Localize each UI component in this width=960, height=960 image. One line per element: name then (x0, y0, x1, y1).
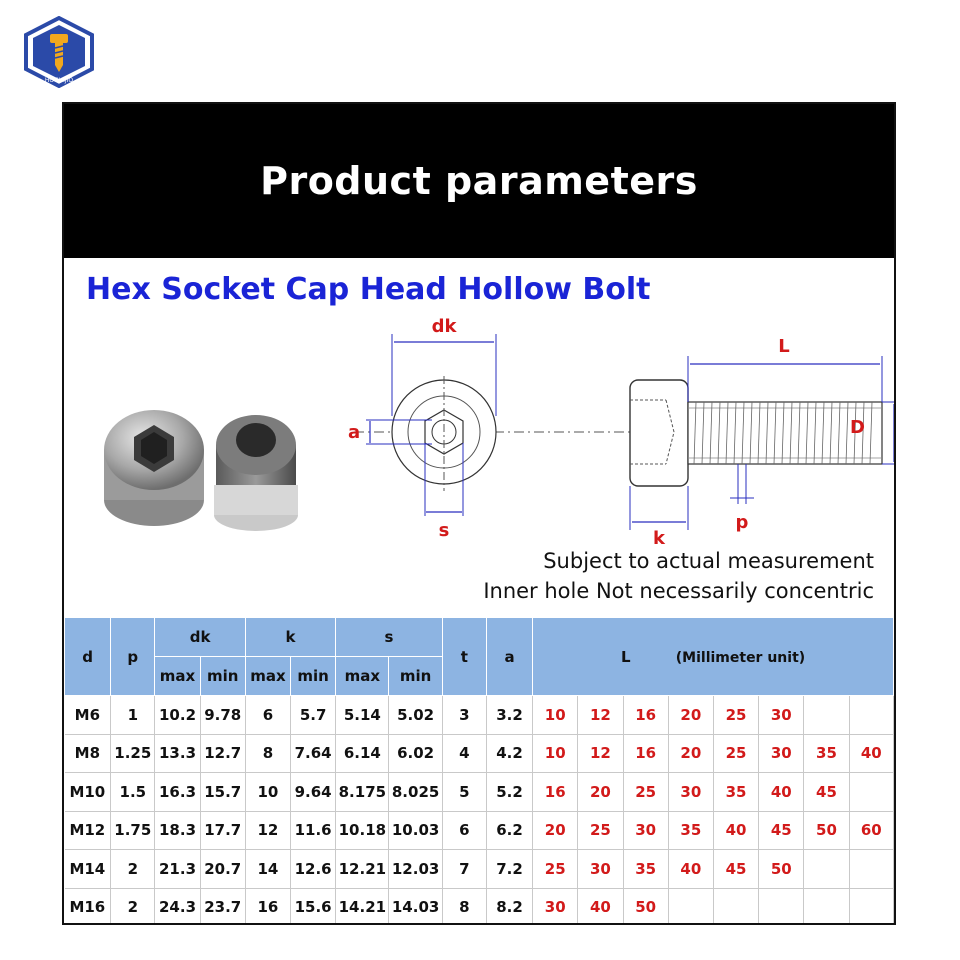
dimension-k (630, 486, 688, 546)
cell-dk-min: 17.7 (200, 811, 245, 850)
cell-length: 10 (533, 696, 578, 735)
cell-length: 25 (713, 696, 758, 735)
cell-d: M10 (65, 773, 111, 812)
cell-t: 4 (442, 734, 486, 773)
cell-a: 6.2 (486, 811, 532, 850)
cell-length (849, 888, 893, 925)
table-row (65, 811, 894, 850)
cell-length: 20 (668, 696, 713, 735)
cell-k-min: 9.64 (291, 773, 336, 812)
cell-s-max: 5.14 (336, 696, 389, 735)
cell-k-min: 7.64 (291, 734, 336, 773)
header-dk-max: max (155, 657, 200, 696)
header-s: s (336, 618, 443, 657)
header-dk-min: min (200, 657, 245, 696)
table-row (65, 888, 894, 925)
label-p: p (735, 512, 749, 533)
note-concentric: Inner hole Not necessarily concentric (483, 579, 874, 603)
cell-d: M8 (65, 734, 111, 773)
cell-length: 16 (623, 696, 668, 735)
spec-table-body (65, 696, 894, 926)
front-view (392, 376, 496, 491)
cell-length: 45 (759, 811, 804, 850)
note-measurement: Subject to actual measurement (543, 549, 874, 573)
cell-length: 50 (759, 850, 804, 889)
cell-length: 50 (804, 811, 849, 850)
table-row (65, 850, 894, 889)
cell-length: 20 (578, 773, 623, 812)
spec-sheet (62, 102, 896, 925)
dimension-L (688, 336, 882, 402)
dimension-p (730, 464, 754, 533)
cell-length: 30 (533, 888, 578, 925)
cell-length: 45 (804, 773, 849, 812)
bolt-side-image (214, 415, 298, 531)
cell-k-max: 12 (245, 811, 290, 850)
header-L-unit: (Millimeter unit) (675, 649, 806, 666)
cell-t: 5 (442, 773, 486, 812)
cell-s-min: 5.02 (389, 696, 442, 735)
cell-length: 30 (668, 773, 713, 812)
label-dk: dk (431, 316, 457, 337)
cell-t: 7 (442, 850, 486, 889)
header-k-max: max (245, 657, 290, 696)
cell-length: 35 (713, 773, 758, 812)
cell-k-min: 11.6 (291, 811, 336, 850)
dimension-D (882, 402, 894, 464)
table-row (65, 696, 894, 735)
cell-length: 20 (533, 811, 578, 850)
header-L (533, 618, 894, 696)
cell-length: 40 (668, 850, 713, 889)
cell-t: 6 (442, 811, 486, 850)
cell-length: 30 (623, 811, 668, 850)
cell-length: 50 (623, 888, 668, 925)
cell-length: 25 (623, 773, 668, 812)
cell-a: 4.2 (486, 734, 532, 773)
cell-dk-min: 9.78 (200, 696, 245, 735)
cell-d: M12 (65, 811, 111, 850)
label-k: k (653, 528, 665, 546)
cell-s-max: 14.21 (336, 888, 389, 925)
cell-a: 5.2 (486, 773, 532, 812)
cell-s-max: 6.14 (336, 734, 389, 773)
header-d: d (65, 618, 111, 696)
cell-length: 12 (578, 734, 623, 773)
cell-length: 30 (759, 696, 804, 735)
cell-s-min: 8.025 (389, 773, 442, 812)
cell-length (849, 696, 893, 735)
cell-length: 60 (849, 811, 893, 850)
cell-dk-min: 23.7 (200, 888, 245, 925)
cell-k-max: 16 (245, 888, 290, 925)
cell-length: 35 (668, 811, 713, 850)
cell-a: 7.2 (486, 850, 532, 889)
cell-dk-max: 18.3 (155, 811, 200, 850)
cell-length: 10 (533, 734, 578, 773)
page-title: Product parameters (260, 159, 698, 203)
cell-length (804, 888, 849, 925)
table-row (65, 734, 894, 773)
cell-s-min: 12.03 (389, 850, 442, 889)
brand-logo (22, 16, 96, 88)
cell-k-max: 6 (245, 696, 290, 735)
cell-length: 40 (849, 734, 893, 773)
product-subtitle: Hex Socket Cap Head Hollow Bolt (86, 272, 651, 307)
cell-a: 8.2 (486, 888, 532, 925)
cell-t: 3 (442, 696, 486, 735)
cell-p: 2 (111, 888, 155, 925)
cell-t: 8 (442, 888, 486, 925)
cell-length: 16 (623, 734, 668, 773)
cell-length (713, 888, 758, 925)
header-dk: dk (155, 618, 245, 657)
cell-d: M14 (65, 850, 111, 889)
cell-s-max: 8.175 (336, 773, 389, 812)
cell-dk-max: 13.3 (155, 734, 200, 773)
cell-length: 35 (804, 734, 849, 773)
header-p: p (111, 618, 155, 696)
cell-p: 1.25 (111, 734, 155, 773)
technical-drawing (334, 316, 894, 546)
cell-k-min: 12.6 (291, 850, 336, 889)
cell-s-min: 6.02 (389, 734, 442, 773)
cell-d: M16 (65, 888, 111, 925)
cell-length: 20 (668, 734, 713, 773)
cell-length (668, 888, 713, 925)
cell-k-min: 15.6 (291, 888, 336, 925)
side-view (630, 380, 882, 486)
header-t: t (442, 618, 486, 696)
product-photo (96, 390, 306, 540)
cell-dk-min: 12.7 (200, 734, 245, 773)
header-k: k (245, 618, 335, 657)
cell-p: 1.5 (111, 773, 155, 812)
spec-table (64, 617, 894, 925)
header-s-max: max (336, 657, 389, 696)
cell-dk-min: 15.7 (200, 773, 245, 812)
cell-length (759, 888, 804, 925)
header-L-label: L (620, 647, 631, 666)
cell-s-max: 12.21 (336, 850, 389, 889)
logo-text: HOGUIJIO (44, 77, 74, 84)
cell-length: 12 (578, 696, 623, 735)
cell-p: 1.75 (111, 811, 155, 850)
cell-p: 2 (111, 850, 155, 889)
cell-k-min: 5.7 (291, 696, 336, 735)
cell-k-max: 14 (245, 850, 290, 889)
cell-length (804, 850, 849, 889)
cell-dk-max: 24.3 (155, 888, 200, 925)
cell-p: 1 (111, 696, 155, 735)
cell-a: 3.2 (486, 696, 532, 735)
header-s-min: min (389, 657, 442, 696)
label-s: s (438, 520, 450, 541)
cell-dk-min: 20.7 (200, 850, 245, 889)
cell-length: 40 (578, 888, 623, 925)
cell-length: 40 (713, 811, 758, 850)
cell-d: M6 (65, 696, 111, 735)
label-L: L (778, 336, 790, 357)
cell-length (849, 850, 893, 889)
title-banner (64, 104, 894, 258)
header-k-min: min (291, 657, 336, 696)
bolt-front-image (104, 410, 204, 526)
cell-k-max: 10 (245, 773, 290, 812)
cell-length: 35 (623, 850, 668, 889)
cell-length: 25 (713, 734, 758, 773)
cell-dk-max: 21.3 (155, 850, 200, 889)
label-D: D (850, 417, 865, 438)
cell-k-max: 8 (245, 734, 290, 773)
cell-length: 40 (759, 773, 804, 812)
cell-length: 30 (759, 734, 804, 773)
label-a: a (348, 422, 361, 443)
cell-length (849, 773, 893, 812)
cell-length: 25 (533, 850, 578, 889)
header-a: a (486, 618, 532, 696)
cell-length: 16 (533, 773, 578, 812)
cell-dk-max: 10.2 (155, 696, 200, 735)
cell-length: 30 (578, 850, 623, 889)
cell-s-max: 10.18 (336, 811, 389, 850)
cell-s-min: 10.03 (389, 811, 442, 850)
table-row (65, 773, 894, 812)
cell-length: 25 (578, 811, 623, 850)
cell-s-min: 14.03 (389, 888, 442, 925)
cell-length: 45 (713, 850, 758, 889)
cell-length (804, 696, 849, 735)
cell-dk-max: 16.3 (155, 773, 200, 812)
